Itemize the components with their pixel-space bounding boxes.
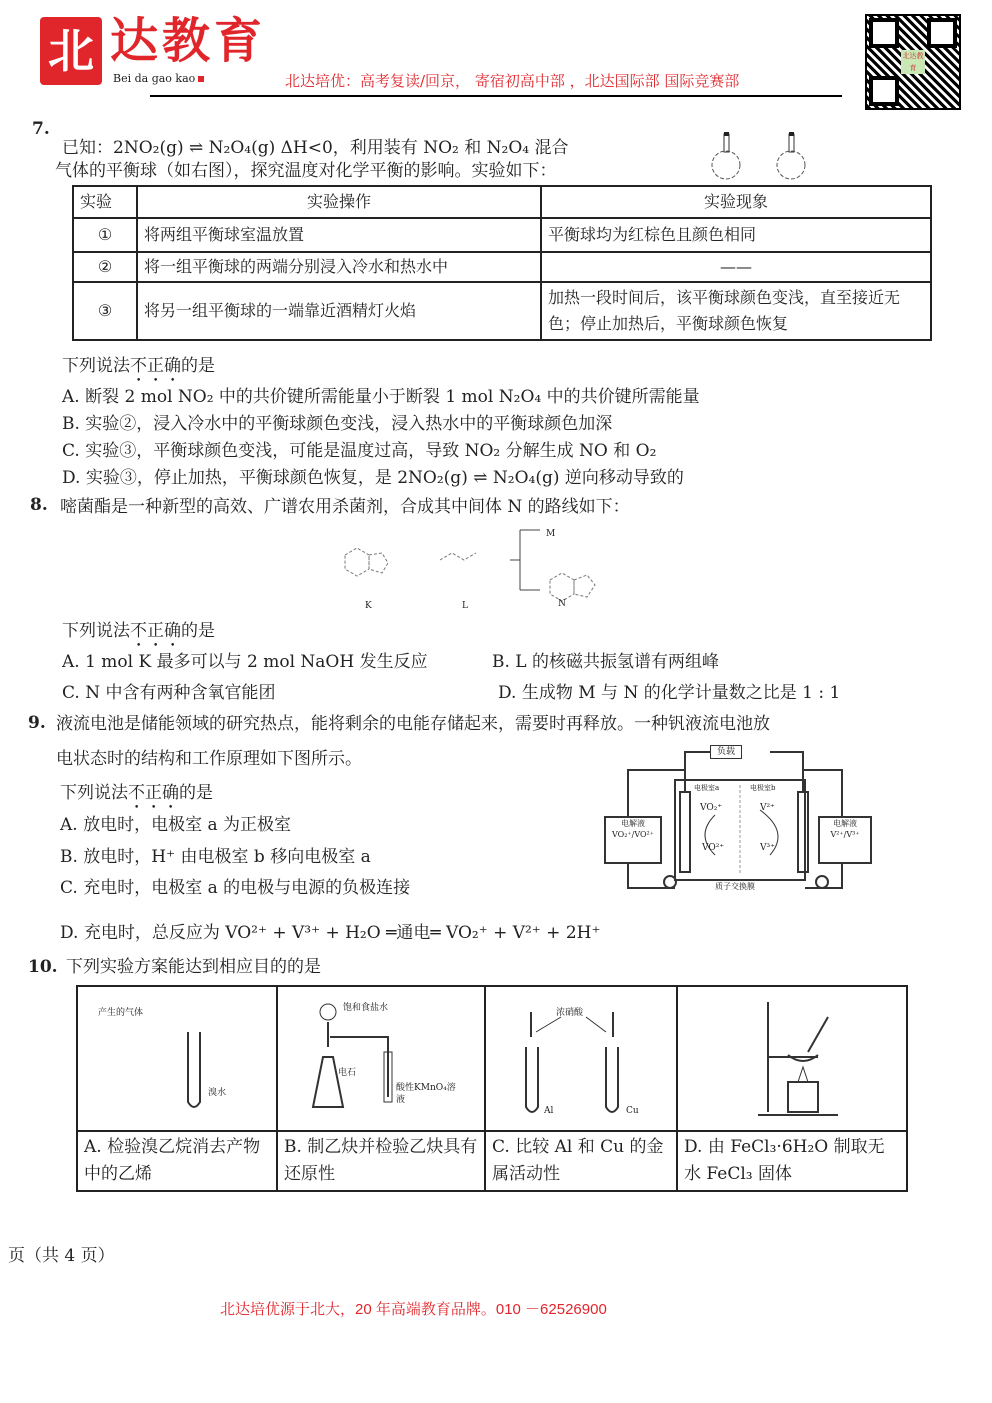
prompt-emphasis: 不正确 [130, 356, 181, 376]
prompt-text: 的是 [181, 356, 215, 376]
q8-option-a: A. 1 mol K 最多可以与 2 mol NaOH 发生反应 [62, 652, 428, 672]
apparatus-label: 溴水 [208, 1088, 227, 1098]
apparatus-label: 浓硝酸 [556, 1008, 584, 1018]
q9-line1: 液流电池是储能领域的研究热点，能将剩余的电能存储起来，需要时再释放。一种钒液流电池放 [56, 714, 770, 734]
table-cell: ② [73, 252, 137, 282]
left-tank: 电解液 VO₂⁺/VO²⁺ [604, 816, 662, 864]
right-tank: 电解液 V²⁺/V³⁺ [818, 816, 872, 864]
room-b-label: 电极室b [750, 784, 776, 792]
q7-prompt [62, 355, 215, 386]
q8-option-d: D. 生成物 M 与 N 的化学计量数之比是 1 : 1 [498, 683, 841, 703]
test-tube-icon [178, 1027, 218, 1117]
q10-stem: 下列实验方案能达到相应目的的是 [66, 957, 321, 977]
q9-prompt [60, 782, 213, 813]
prompt-text: 的是 [181, 621, 215, 641]
header-slogan: 北达培优：高考复读/回京， 寄宿初高中部 ，北达国际部 国际竞赛部 [285, 72, 740, 90]
q8-number: 8. [30, 495, 48, 515]
q9-number: 9. [28, 713, 46, 733]
q10-table [76, 985, 908, 1192]
prompt-text: 下列说法 [60, 783, 128, 803]
table-cell: 将另一组平衡球的一端靠近酒精灯火焰 [137, 282, 541, 340]
apparatus-c [485, 986, 677, 1131]
qr-label: 北达教育 [902, 52, 924, 72]
q9-option-b: B. 放电时，H⁺ 由电极室 b 移向电极室 a [60, 847, 371, 867]
prompt-text: 的是 [179, 783, 213, 803]
option-d-caption: D. 由 FeCl₃·6H₂O 制取无水 FeCl₃ 固体 [677, 1131, 907, 1191]
prompt-emphasis: 不正确 [128, 783, 179, 803]
table-cell: ③ [73, 282, 137, 340]
option-a-caption: A. 检验溴乙烷消去产物中的乙烯 [77, 1131, 277, 1191]
q10-number: 10. [28, 957, 58, 977]
apparatus-label: 酸性KMnO₄溶液 [396, 1083, 456, 1105]
q7-option-d: D. 实验③，停止加热，平衡球颜色恢复，是 2NO₂(g) ⇌ N₂O₄(g) 逆向移动导致的 [62, 468, 684, 488]
table-cell: 将两组平衡球室温放置 [137, 218, 541, 252]
membrane-label: 质子交换膜 [715, 882, 755, 891]
room-a-label: 电极室a [694, 784, 720, 792]
compound-l-label: L [462, 601, 468, 611]
ion-label: V²⁺ [760, 803, 775, 813]
logo-square [198, 76, 204, 82]
logo-mark: 北 [40, 17, 102, 85]
q8-prompt [62, 620, 215, 651]
logo-name: 达教育 [110, 13, 267, 69]
apparatus-d [677, 986, 907, 1131]
equilibrium-flask-icon [700, 130, 820, 185]
ion-label: V³⁺ [760, 843, 775, 853]
prompt-text: 下列说法 [62, 621, 130, 641]
q9-line2: 电状态时的结构和工作原理如下图所示。 [56, 749, 362, 769]
q7-line2: 气体的平衡球（如右图），探究温度对化学平衡的影响。实验如下： [55, 161, 557, 181]
header-divider [150, 95, 842, 97]
footer-brand: 北达培优源于北大，20 年高端教育品牌。010 －62526900 [220, 1301, 607, 1318]
table-cell: 平衡球均为红棕色且颜色相同 [541, 218, 931, 252]
q7-line1: 已知：2NO₂(g) ⇌ N₂O₄(g) ΔH<0，利用装有 NO₂ 和 N₂O₄ 混合 [62, 138, 569, 158]
apparatus-label: 饱和食盐水 [343, 1003, 389, 1013]
q7-number: 7. [32, 119, 50, 139]
ion-label: VO₂⁺ [700, 803, 723, 813]
apparatus-label: 电石 [338, 1068, 357, 1078]
q7-option-b: B. 实验②，浸入冷水中的平衡球颜色变浅，浸入热水中的平衡球颜色加深 [62, 414, 613, 434]
table-cell: 将一组平衡球的两端分别浸入冷水和热水中 [137, 252, 541, 282]
evaporating-dish-icon [738, 997, 858, 1122]
qr-code [865, 14, 961, 110]
q7-table [72, 185, 932, 341]
table-cell: —— [541, 252, 931, 282]
q8-option-c: C. N 中含有两种含氧官能团 [62, 683, 276, 703]
apparatus-label: Al [544, 1106, 554, 1116]
compound-n-label: N [558, 599, 566, 609]
q9-option-c: C. 充电时，电极室 a 的电极与电源的负极连接 [60, 878, 411, 898]
q8-stem: 嘧菌酯是一种新型的高效、广谱农用杀菌剂，合成其中间体 N 的路线如下： [60, 497, 630, 517]
ion-label: VO²⁺ [702, 843, 725, 853]
synthesis-route-diagram [330, 525, 630, 615]
apparatus-a [77, 986, 277, 1131]
table-header: 实验 [73, 186, 137, 218]
table-cell: 加热一段时间后，该平衡球颜色变浅，直至接近无色；停止加热后，平衡球颜色恢复 [541, 282, 931, 340]
apparatus-b [277, 986, 485, 1131]
apparatus-label: Cu [626, 1106, 639, 1116]
option-c-caption: C. 比较 Al 和 Cu 的金属活动性 [485, 1131, 677, 1191]
table-header: 实验现象 [541, 186, 931, 218]
table-cell: ① [73, 218, 137, 252]
flow-battery-diagram [610, 740, 860, 895]
q8-option-b: B. L 的核磁共振氢谱有两组峰 [492, 652, 719, 672]
compound-m-label: M [546, 529, 556, 539]
prompt-emphasis: 不正确 [130, 621, 181, 641]
q9-option-d: D. 充电时，总反应为 VO²⁺ + V³⁺ + H₂O ═通电═ VO₂⁺ + V²⁺ + 2H⁺ [60, 923, 601, 943]
q7-option-a: A. 断裂 2 mol NO₂ 中的共价键所需能量小于断裂 1 mol N₂O₄ 中的共价键所需能量 [62, 387, 700, 407]
test-tubes-icon [506, 1007, 636, 1122]
table-header: 实验操作 [137, 186, 541, 218]
option-b-caption: B. 制乙炔并检验乙炔具有还原性 [277, 1131, 485, 1191]
prompt-text: 下列说法 [62, 356, 130, 376]
page-number: 页（共 4 页） [8, 1246, 115, 1266]
load-label: 负载 [710, 745, 742, 759]
apparatus-label: 产生的气体 [98, 1008, 144, 1018]
q7-option-c: C. 实验③，平衡球颜色变浅，可能是温度过高，导致 NO₂ 分解生成 NO 和 O₂ [62, 441, 657, 461]
logo-pinyin: Bei da gao kao [113, 72, 196, 85]
q9-option-a: A. 放电时，电极室 a 为正极室 [60, 815, 292, 835]
compound-k-label: K [365, 601, 372, 611]
